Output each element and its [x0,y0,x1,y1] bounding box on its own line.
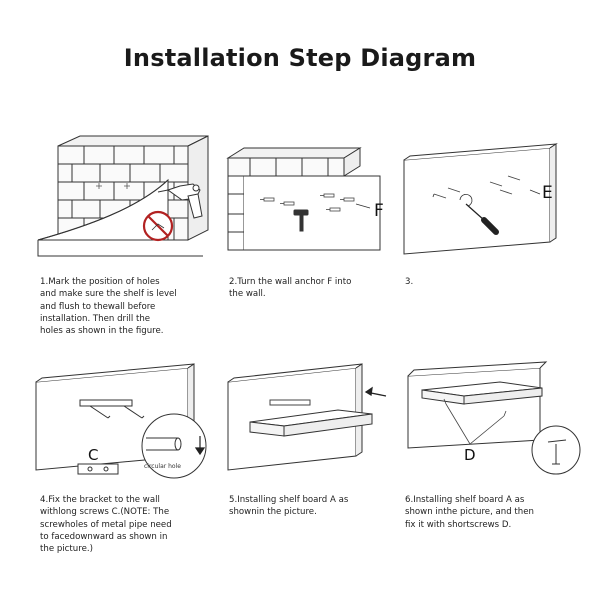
step4-caption: 4.Fix the bracket to the wall withlong screws C.(NOTE: The screwholes of metal pipe need to facedownward as shown in the picture.) [40,495,172,555]
detail-bracket [78,464,118,474]
label-F: F [374,201,384,221]
circular-hole-label: circular hole [144,463,181,470]
step6-illustration [400,360,585,485]
arrow-left-icon [366,388,386,396]
step5-illustration [220,360,400,480]
step1-caption: 1.Mark the position of holes and make sure the shelf is level and flush to thewall before installation. Then drill the holes as shown in the figure. [40,277,177,337]
label-C: C [88,446,99,464]
screw-detail [532,426,580,474]
step2-illustration [220,128,390,258]
step2-caption: 2.Turn the wall anchor F into the wall. [229,277,352,300]
step4-illustration [28,360,208,490]
label-E: E [542,183,553,203]
step6-caption: 6.Installing shelf board A as shown inthe picture, and then fix it with shortscrews D. [405,495,534,530]
wall-panel [408,362,546,448]
brick-wall [228,148,380,250]
bracket-rods [270,400,310,405]
step1-illustration [28,128,218,258]
wall-panel [404,144,556,254]
page-title: Installation Step Diagram [123,44,477,72]
prohibited-icon [144,212,172,240]
step5-caption: 5.Installing shelf board A as shownin the picture. [229,495,349,518]
step3-illustration [400,138,580,258]
label-D: D [464,446,476,464]
step3-caption: 3. [405,277,414,287]
